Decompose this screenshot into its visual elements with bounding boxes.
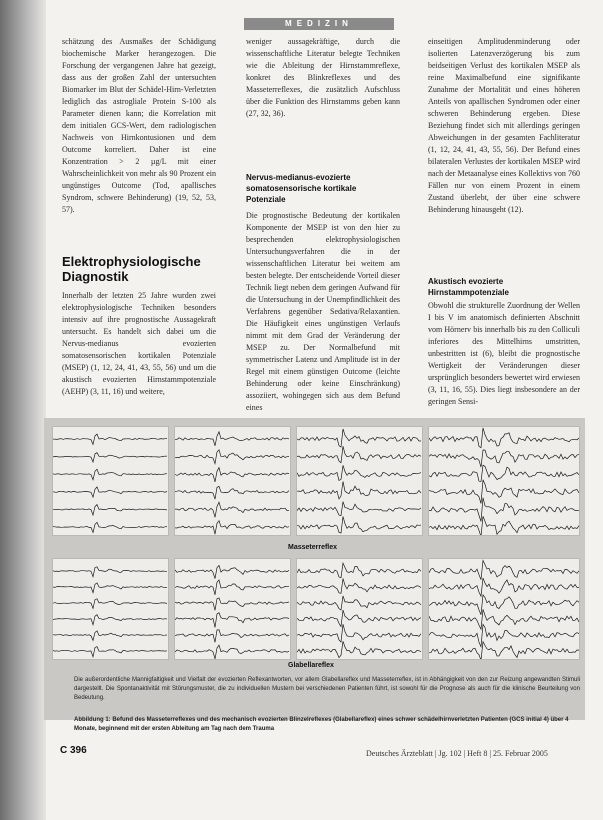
emg-trace: [429, 516, 579, 535]
trace-panel: [296, 426, 423, 536]
figure-description: Die außerordentliche Mannigfaltigkeit und Vielfalt der evozierten Reflexantworten, vor allem Glabellareflex und Masseterreflex, ist in Abhängigkeit von den zur Reizung angewandten Stimuli dargestellt. Die Spontanaktivität mit Störungsmuster, die zu individuellen Mustern bei verschiedenen Patienten führt, ist sowohl für die Prognose als auch für die klinische Beurteilung von Bedeutung.: [74, 677, 580, 701]
paragraph: Die prognostische Bedeutung der kortikalen Komponente der MSEP ist von den hier zu besprechenden elektrophysiologischen Untersuchungsverfahren die in der wissenschaftlichen Literatur bei weitem am besten belegte. Der entscheidende Vorteil dieser Technik liegt neben dem geringen Aufwand für die Untersuchung in der Unempfindlichkeit des Verfahrens gegenüber Sedativa/Relaxantien. Die Häufigkeit eines ungünstigen Verlaufs nimmt mit dem Grad der Veränderung der MSEP zu. Der Normalbefund mit symmetrischer Latenz und Amplitude ist in der Regel mit einem günstigen Outcome (leichte Behinderung oder keine Einschränkung) assoziiert, wohingegen sich aus dem Befund eines: [246, 211, 400, 412]
emg-trace: [175, 450, 289, 464]
trace-panel: [428, 426, 580, 536]
emg-trace: [175, 521, 289, 535]
figure-caption: Abbildung 1: Befund des Masseterreflexes und des mechanisch evozierten Blinzelreflexes (Glabellareflex) eines schwer schädelhirnverletzten Patienten (GCS initial 4) über 4 Monate, beginnend mit der ersten Ableitung am Tag nach dem Trauma: [74, 717, 569, 732]
emg-trace: [53, 434, 167, 444]
emg-trace: [175, 645, 289, 659]
emg-trace: [297, 563, 421, 578]
emg-trace: [297, 517, 421, 534]
emg-trace: [429, 450, 579, 467]
column-3-top: [428, 36, 580, 216]
trace-panel: [52, 558, 169, 660]
emg-trace: [429, 609, 579, 629]
glabella-reflex-label: Glabellareflex: [288, 662, 334, 669]
emg-trace: [297, 429, 421, 447]
section-label: MEDIZIN: [285, 19, 353, 28]
emg-trace: [297, 596, 421, 610]
paragraph: Innerhalb der letzten 25 Jahre wurden zwei elektrophysiologische Techniken besonders intensiv auf ihre prognostische Aussagekraft untersucht. Es handelt sich dabei um die Nervus-medianus evozierten somatosensorischen kortikalen Potenziale (MSEP) (1, 12, 24, 41, 43, 55, 56) und um die akustisch evozierten Hirnstammpotenziale (AEHP) (3, 11, 16) und weitere,: [62, 291, 216, 396]
emg-trace: [297, 482, 421, 499]
emg-trace: [53, 567, 167, 577]
emg-trace: [53, 647, 167, 657]
column-1-top: [62, 36, 216, 216]
emg-trace: [429, 642, 579, 659]
emg-trace: [297, 624, 421, 642]
column-2-top: [246, 36, 400, 120]
emg-trace: [429, 578, 579, 596]
trace-panel: [52, 426, 169, 536]
emg-trace: [175, 630, 289, 643]
emg-trace: [53, 631, 167, 641]
emg-trace: [175, 502, 289, 517]
paragraph: weniger aussagekräftige, durch die wissenschaftliche Literatur belegte Techniken wie die Ableitung der Hirnstammreflexe, konkret des Blinkreflexes und des Masseterreflexes, die zusätzlich Aufschluss über die Funktion des Hirnstamms geben kann (27, 32, 36).: [246, 37, 400, 118]
emg-trace: [53, 469, 167, 480]
emg-trace: [175, 468, 289, 482]
emg-trace: [53, 615, 167, 625]
emg-trace: [429, 561, 579, 580]
emg-trace: [175, 432, 289, 446]
heading-msep: Nervus-medianus-evozierte somatosensorische kortikale Potenziale: [246, 173, 357, 204]
paragraph: einseitigen Amplitudenminderung oder isolierten Latenzverzögerung bis zum beidseitigen Verlust des kortikalen MSEP als reine Maximalbefund eine signifikante Zunahme der Mortalität und eines höheren Anteils von apallischen Syndromen oder einer schweren Behinderung ergeben. Diese Beziehung findet sich mit allerdings geringen Abweichungen in der gesamten Fachliteratur (1, 12, 24, 41, 43, 55, 56). Der Befund eines bilateralen Verlustes der kortikalen MSEP wird nach der Metaanalyse eines Kollektivs von 760 Fällen nur von einem Prozent in einem Zustand überlebt, der über eine schwere Behinderung hinausgeht (12).: [428, 37, 580, 214]
column-1-bottom: [62, 290, 216, 398]
emg-trace: [297, 465, 421, 480]
emg-trace: [175, 566, 289, 579]
emg-trace: [297, 502, 421, 516]
paragraph: schätzung des Ausmaßes der Schädigung biochemische Marker herangezogen. Die Forschung der vergangenen Jahre hat gezeigt, dass aus der großen Zahl der untersuchten Biomarker im Blut der Schädel-Hirn-Verletzten lediglich das astrogliale Protein S-100 als Parameter dienen kann; die Korrelation mit dem initialen GCS-Wert, dem radiologischen Nachweis von Hirnkontusionen und dem Outcome korreliert. Daher ist eine Konzentration > 2 µg/L mit einer Wahrscheinlichkeit von mehr als 90 Prozent ein ungünstiges Outcome (Tod, apallisches Syndrom, schwere Behinderung) (19, 52, 53, 57).: [62, 37, 216, 214]
column-2-bottom: [246, 210, 400, 414]
figure-reflex-recordings: [44, 418, 585, 720]
trace-panel: [174, 558, 291, 660]
emg-trace: [297, 641, 421, 657]
trace-panel: [428, 558, 580, 660]
emg-trace: [175, 598, 289, 610]
emg-trace: [429, 595, 579, 615]
heading-aehp: Akustisch evozierte Hirnstammpotenziale: [428, 277, 509, 297]
emg-trace: [53, 453, 167, 462]
emg-trace: [429, 498, 579, 522]
emg-trace: [53, 487, 167, 497]
emg-trace: [175, 613, 289, 628]
emg-trace: [297, 579, 421, 594]
paragraph: Obwohl die strukturelle Zuordnung der Wellen I bis V im anatomisch definierten Abschnitt vom Hörnerv bis innerhalb bis zu den Colliculi inferiores des Mittelhirns umstritten, unbestritten ist (6), bleibt die prognostische Wertigkeit der Veränderungen dieser ursprünglich besonders bewertet wird erwiesen (3, 11, 16, 55). Dies liegt insbesondere an der geringen Sensi-: [428, 301, 580, 406]
emg-trace: [429, 428, 579, 448]
emg-trace: [297, 446, 421, 463]
emg-trace: [297, 610, 421, 627]
trace-panel: [296, 558, 423, 660]
journal-citation: Deutsches Ärzteblatt | Jg. 102 | Heft 8 | 25. Februar 2005: [366, 749, 548, 758]
emg-trace: [53, 505, 167, 516]
emg-trace: [429, 465, 579, 481]
page-number: C 396: [60, 745, 87, 756]
emg-trace: [175, 580, 289, 595]
masseter-reflex-label: Masseterreflex: [288, 544, 338, 551]
emg-trace: [429, 624, 579, 647]
emg-trace: [175, 486, 289, 499]
book-spine-shadow: [0, 0, 46, 820]
emg-trace: [53, 583, 167, 593]
trace-panel: [174, 426, 291, 536]
emg-trace: [53, 599, 167, 609]
column-3-bottom: [428, 300, 580, 408]
emg-trace: [53, 522, 167, 532]
heading-electrophysiology: Elektrophysiologische Diagnostik: [62, 254, 201, 284]
emg-trace: [429, 480, 579, 504]
